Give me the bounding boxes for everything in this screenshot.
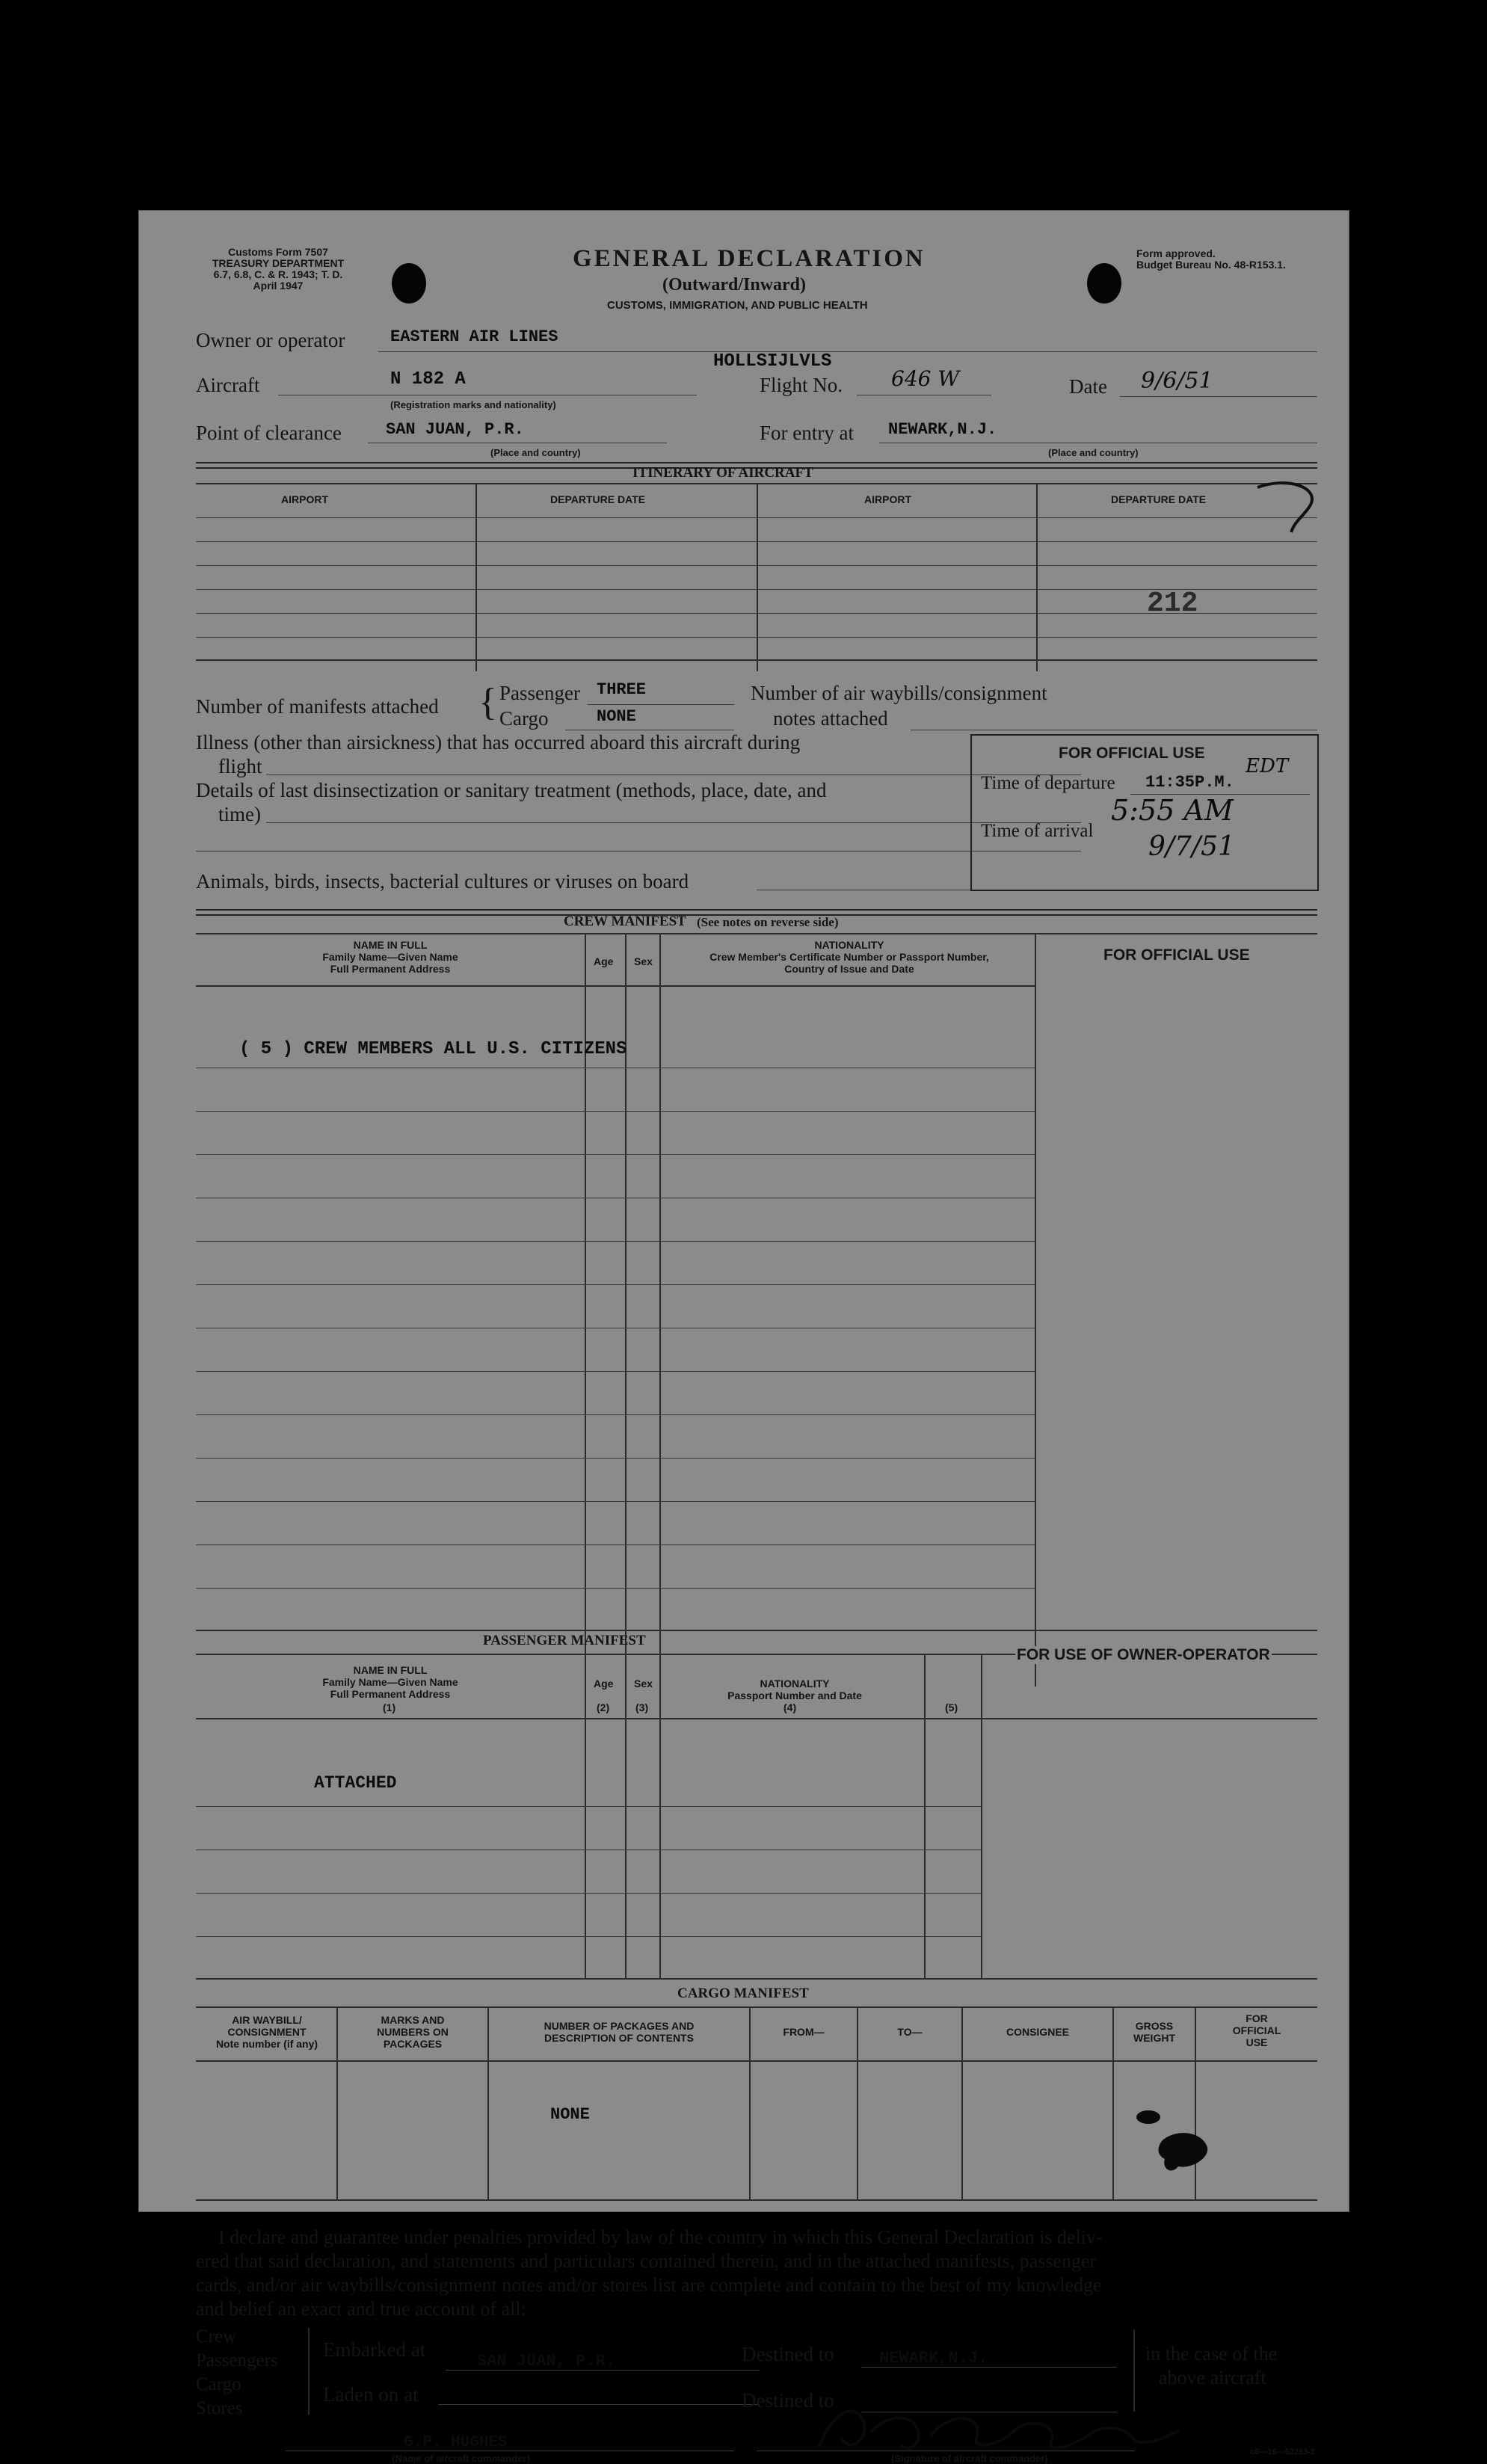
itinerary-col-airport-2: AIRPORT <box>864 493 911 505</box>
cargo-col-packages: NUMBER OF PACKAGES AND DESCRIPTION OF CONTENTS <box>544 2020 695 2044</box>
crew-title: CREW MANIFEST <box>564 914 686 929</box>
destined-label: Destined to <box>742 2343 834 2365</box>
departure-edt: EDT <box>1246 755 1289 777</box>
crew-col-age: Age <box>594 955 614 967</box>
form-approval: Form approved. Budget Bureau No. 48-R153.1. <box>1136 247 1286 271</box>
crew-col-nationality: NATIONALITY Crew Member's Certificate Number or Passport Number, Country of Issue and Date <box>709 939 989 975</box>
departure-value: 11:35P.M. <box>1145 773 1234 792</box>
animals-label: Animals, birds, insects, bacterial cultures or viruses on board <box>196 870 689 893</box>
form-title: GENERAL DECLARATION <box>573 245 926 272</box>
passenger-entry: ATTACHED <box>314 1773 397 1793</box>
signature-label: (Signature of aircraft commander) <box>891 2453 1048 2464</box>
embarked-label: Embarked at <box>323 2338 426 2361</box>
itinerary-col-departure-1: DEPARTURE DATE <box>550 493 646 505</box>
official-box-title: FOR OFFICIAL USE <box>1059 745 1205 762</box>
passenger-col-name-num: (1) <box>383 1701 396 1713</box>
passenger-col-nationality: NATIONALITY Passport Number and Date <box>727 1678 862 1701</box>
declaration-text-4: and belief an exact and true account of all: <box>196 2298 526 2320</box>
passenger-col-name: NAME IN FULL Family Name—Given Name Full Permanent Address <box>322 1664 458 1700</box>
declaration-item-passengers: Passengers <box>196 2350 278 2371</box>
waybills-label2: notes attached <box>773 707 888 730</box>
passenger-col-age: Age <box>594 1678 614 1690</box>
form-subtitle2: CUSTOMS, IMMIGRATION, AND PUBLIC HEALTH <box>607 299 868 312</box>
commander-signature-text <box>887 2401 905 2405</box>
cargo-entry: NONE <box>550 2105 590 2124</box>
crew-col-name: NAME IN FULL Family Name—Given Name Full Permanent Address <box>322 939 458 975</box>
aircraft-label: Aircraft <box>196 374 260 396</box>
aircraft-sublabel: (Registration marks and nationality) <box>390 399 556 410</box>
arrival-date: 9/7/51 <box>1148 831 1235 862</box>
clearance-sublabel: (Place and country) <box>490 447 581 458</box>
form-info: Customs Form 7507 TREASURY DEPARTMENT 6.7, 6.8, C. & R. 1943; T. D. April 1947 <box>212 246 345 292</box>
illness-label: Illness (other than airsickness) that has occurred aboard this aircraft during <box>196 731 801 754</box>
crew-col-sex: Sex <box>634 955 653 967</box>
passenger-title: PASSENGER MANIFEST <box>483 1633 646 1648</box>
clearance-value: SAN JUAN, P.R. <box>386 420 524 439</box>
manifests-passenger-value: THREE <box>597 680 647 699</box>
itinerary-title: ITINERARY OF AIRCRAFT <box>632 465 813 481</box>
flight-label: Flight No. <box>760 374 843 396</box>
passenger-col-age-num: (2) <box>597 1701 610 1713</box>
declaration-item-stores: Stores <box>196 2398 243 2418</box>
cargo-col-to: TO— <box>897 2026 923 2038</box>
clearance-label: Point of clearance <box>196 422 342 444</box>
laden-label: Laden on at <box>323 2383 419 2406</box>
owner-label: Owner or operator <box>196 329 345 351</box>
declaration-item-crew: Crew <box>196 2326 237 2347</box>
disinsect-label: Details of last disinsectization or sanitary treatment (methods, place, date, and <box>196 779 827 801</box>
aircraft-value: N 182 A <box>390 369 466 389</box>
entry-label: For entry at <box>760 422 854 444</box>
cargo-col-marks: MARKS AND NUMBERS ON PACKAGES <box>377 2014 449 2050</box>
manifests-cargo-label: Cargo <box>499 707 549 730</box>
waybills-label: Number of air waybills/consignment <box>751 682 1047 704</box>
passenger-col-nat-num: (4) <box>783 1701 797 1713</box>
illness-label2: flight <box>218 755 262 777</box>
punch-hole-right <box>1087 263 1121 304</box>
declaration-text-2: ered that said declaration, and statements and particulars contained therein, and in the attached manifests, passenger <box>196 2250 1097 2272</box>
itinerary-col-departure-2: DEPARTURE DATE <box>1111 493 1207 505</box>
passenger-col-sex: Sex <box>634 1678 653 1690</box>
disinsect-label2: time) <box>218 803 261 825</box>
cargo-col-waybill: AIR WAYBILL/ CONSIGNMENT Note number (if any) <box>215 2014 318 2050</box>
date-value: 9/6/51 <box>1141 368 1213 394</box>
commander-name: G.P. HUGHES <box>404 2434 508 2451</box>
cargo-title: CARGO MANIFEST <box>677 1986 809 2001</box>
arrival-label: Time of arrival <box>981 821 1094 841</box>
date-label: Date <box>1069 375 1107 398</box>
arrival-value: 5:55 AM <box>1111 794 1234 827</box>
owner-operator-use: FOR USE OF OWNER-OPERATOR <box>1017 1646 1270 1663</box>
departure-label: Time of departure <box>981 773 1115 793</box>
case-label: in the case of the <box>1145 2343 1278 2365</box>
destined-label-2: Destined to <box>742 2389 834 2412</box>
commander-label: (Name of aircraft commander) <box>392 2453 530 2464</box>
manifests-label: Number of manifests attached <box>196 695 439 718</box>
embarked-value: SAN JUAN, P.R. <box>477 2352 615 2371</box>
crew-official-use: FOR OFFICIAL USE <box>1103 946 1250 964</box>
manifests-passenger-label: Passenger <box>499 682 580 704</box>
declaration-form: Customs Form 7507 TREASURY DEPARTMENT 6.7, 6.8, C. & R. 1943; T. D. April 1947 GENERAL DECLARATION (Outward/Inward) CUSTOMS, IMMIGRATION, AND PUBLIC HEALTH Form approved. Budget Bureau No. 48-R153.1. Owner or operator EASTERN AIR LINES Aircraft N 182 A (Registration marks and nationality) HOLLSIJLVLS Flight No. 646 W Date 9/6/51 Point of clearance SAN JUAN, P.R. (Place and country) For entry at NEWARK,N.J. (Place and country) ITINERARY OF AIRCRAFT AIRPORT DEPARTURE DATE AIRPORT DEPARTURE DATE 212 Number of manifests attached { Passenger THREE Cargo NONE Number of air waybills/consignment notes attached Illness (other than airsickness) that has occurred aboard this aircraft during flight Details of last disinsectization or sanitary treatment (methods, place, date, and time) Animals, birds, insects, bacterial cultures or viruses on board FOR OFFICIAL USE Time of departure 11:35P.M. EDT Time of arrival 5:55 AM 9/7/51 CREW MANIFEST (See notes on reverse side) NAME IN FULL Family Name—Given Name Full Permanent Address Age Sex NATIONALITY Crew Member's Certificate Number or Passport Number, Country of Issue and Date FOR OFFICIAL USE ( 5 ) CREW MEMBERS ALL U.S. CITIZENS PASSENGER MANIFEST NAME IN FULL Family Name—Given Name Full Permanent Address (1) Age (2) Sex (3) NATIONALITY Passport Number and Date (4) (5) FOR USE OF OWNER-OPERATOR ATTACHED CARGO MANIFEST AIR WAYBILL/ CONSIGNMENT Note number (if any) MARKS AND NUMBERS ON PACKAGES NUMBER OF PACKAGES AND DESCRIPTION OF CONTENTS FROM— TO— CONSIGNEE GROSS WEIGHT FOR OFFICIAL USE NONE I declare and guarantee under penalties provided by law of the country in which this General Declaration is deliv- ered that said declaration, and statements and particulars contained therein, and in the attached manifests, passenger cards, and/or air waybills/consignment notes and/or stores list are complete and contain to the best of my knowledge and belief an exact and true account of all: Crew Passengers Cargo Stores Embarked at SAN JUAN, P.R. Laden on at Destined to NEWARK,N.J. Destined to in the case of the above aircraft G.P. HUGHES (Name of aircraft commander) (Signature of aircraft commander) c6—16—52253-2 <box>139 211 1349 2211</box>
cargo-col-from: FROM— <box>783 2026 825 2038</box>
ink-blot <box>1118 2110 1223 2177</box>
passenger-col-5: (5) <box>945 1701 958 1713</box>
form-subtitle: (Outward/Inward) <box>662 275 807 295</box>
punch-hole-left <box>392 263 426 304</box>
handwritten-mark <box>1250 480 1325 540</box>
crew-entry: ( 5 ) CREW MEMBERS ALL U.S. CITIZENS <box>239 1039 627 1059</box>
crew-title-note: (See notes on reverse side) <box>697 915 839 929</box>
declaration-item-cargo: Cargo <box>196 2374 241 2394</box>
itinerary-col-airport-1: AIRPORT <box>281 493 328 505</box>
entry-value: NEWARK,N.J. <box>888 420 997 439</box>
case-label-2: above aircraft <box>1159 2367 1266 2388</box>
manifests-cargo-value: NONE <box>597 707 636 726</box>
aircraft-stamp: HOLLSIJLVLS <box>713 351 832 372</box>
flight-value: 646 W <box>891 366 960 391</box>
destined-value: NEWARK,N.J. <box>879 2349 988 2368</box>
declaration-text-1: I declare and guarantee under penalties provided by law of the country in which this General Declaration is deliv- <box>218 2226 1103 2248</box>
passenger-col-sex-num: (3) <box>635 1701 649 1713</box>
cargo-col-official: FOR OFFICIAL USE <box>1232 2012 1281 2048</box>
print-code: c6—16—52253-2 <box>1250 2448 1315 2457</box>
itinerary-stamp: 212 <box>1147 588 1198 620</box>
cargo-col-consignee: CONSIGNEE <box>1006 2026 1069 2038</box>
cargo-col-weight: GROSS WEIGHT <box>1133 2020 1175 2044</box>
entry-sublabel: (Place and country) <box>1048 447 1139 458</box>
owner-value: EASTERN AIR LINES <box>390 327 558 346</box>
declaration-text-3: cards, and/or air waybills/consignment notes and/or stores list are complete and contain to the best of my knowledge <box>196 2274 1102 2296</box>
